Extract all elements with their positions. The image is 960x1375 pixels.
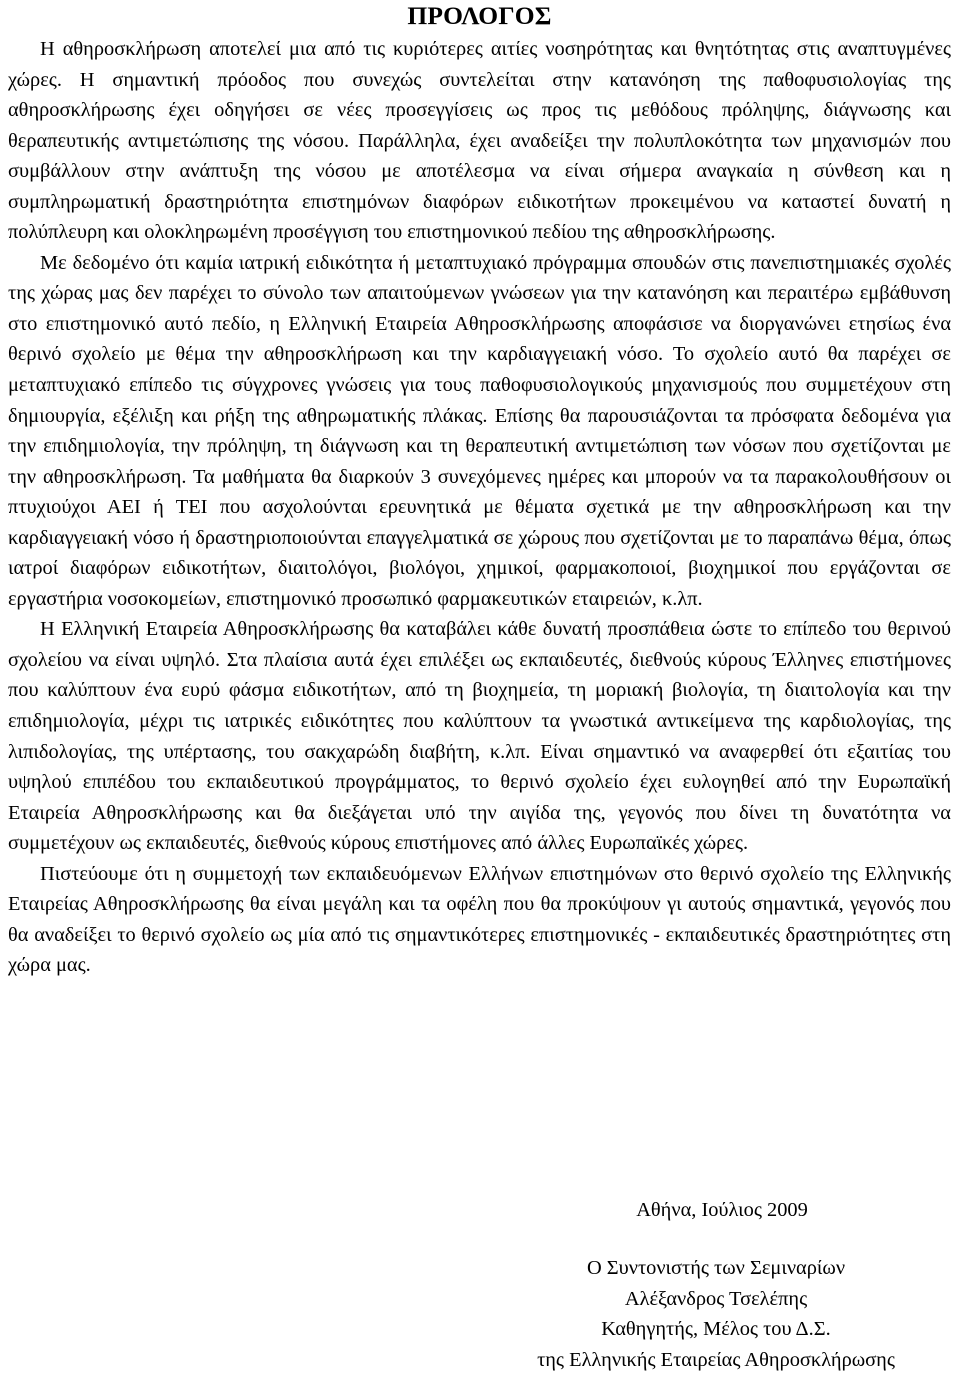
paragraph-3: Η Ελληνική Εταιρεία Αθηροσκλήρωσης θα καταβάλει κάθε δυνατή προσπάθεια ώστε το επίπεδο του θερινού σχολείου να είναι υψηλό. Στα πλαίσια αυτά έχει επιλέξει ως εκπαιδευτές, διεθνούς κύρους Έλληνες επιστήμονες που καλύπτουν ένα ευρύ φάσμα ειδικοτήτων, από τη βιοχημεία, τη μοριακή βιολογία, τη διαιτολογία και την επιδημιολογία, μέχρι τις ιατρικές ειδικότητες που καλύπτουν τα γνωστικά αντικείμενα της καρδιολογίας, της λιπιδολογίας, της υπέρτασης, του σακχαρώδη διαβήτη, κ.λπ. Είναι σημαντικό να αναφερθεί ότι εξαιτίας του υψηλού επιπέδου του εκπαιδευτικού προγράμματος, το θερινό σχολείο έχει ευλογηθεί από την Ευρωπαϊκή Εταιρεία Αθηροσκλήρωσης και θα διεξάγεται υπό την αιγίδα της, γεγονός που δίνει τη δυνατότητα να συμμετέχουν ως εκπαιδευτές, διεθνούς κύρους επιστήμονες από άλλες Ευρωπαϊκές χώρες. <box>8 618 951 855</box>
signature-role: Ο Συντονιστής των Σεμιναρίων <box>586 1257 846 1279</box>
signature-organization: της Ελληνικής Εταιρείας Αθηροσκλήρωσης <box>537 1348 895 1371</box>
document-page <box>8 0 951 981</box>
paragraph-4: Πιστεύουμε ότι η συμμετοχή των εκπαιδευόμενων Ελλήνων επιστημόνων στο θερινό σχολείο της Ελληνικής Εταιρείας Αθηροσκλήρωσης θα είναι μεγάλη και τα οφέλη που θα προκύψουν γι αυτούς σημαντικά, γεγονός που θα αναδείξει το θερινό σχολείο ως μία από τις σημαντικότερες επιστημονικές - εκπαιδευτικές δραστηριότητες στη χώρα μας. <box>8 862 951 977</box>
date-place: Αθήνα, Ιούλιος 2009 <box>636 1199 808 1221</box>
signature-position: Καθηγητής, Μέλος του Δ.Σ. <box>601 1318 831 1340</box>
signature-block <box>486 1253 946 1375</box>
signature-name: Αλέξανδρος Τσελέπης <box>624 1287 808 1310</box>
page-title: ΠΡΟΛΟΓΟΣ <box>407 1 552 30</box>
paragraph-1: Η αθηροσκλήρωση αποτελεί μια από τις κυριότερες αιτίες νοσηρότητας και θνητότητας στις αναπτυγμένες χώρες. Η σημαντική πρόοδος που συνεχώς συντελείται στην κατανόηση της παθοφυσιολογίας της αθηροσκλήρωσης έχει οδηγήσει σε νέες προσεγγίσεις ως προς τις μεθόδους πρόληψης, διάγνωσης και θεραπευτικής αντιμετώπισης της νόσου. Παράλληλα, έχει αναδείξει την πολυπλοκότητα των μηχανισμών που συμβάλλουν στην ανάπτυξη της νόσου με αποτέλεσμα να είναι σήμερα αναγκαία η σύνθεση και η συμπληρωματική δραστηριότητα επιστημόνων διαφόρων ειδικοτήτων προκειμένου να καταστεί δυνατή η πολύπλευρη και ολοκληρωμένη προσέγγιση του επιστημονικού πεδίου της αθηροσκλήρωσης. <box>8 38 951 244</box>
paragraph-2: Με δεδομένο ότι καμία ιατρική ειδικότητα ή μεταπτυχιακό πρόγραμμα σπουδών στις πανεπιστημιακές σχολές της χώρας μας δεν παρέχει το σύνολο των απαιτούμενων γνώσεων για την κατανόηση και περαιτέρω εμβάθυνση στο επιστημονικό αυτό πεδίο, η Ελληνική Εταιρεία Αθηροσκλήρωσης αποφάσισε να διοργανώνει ετησίως ένα θερινό σχολείο με θέμα την αθηροσκλήρωση και την καρδιαγγειακή νόσο. Το σχολείο αυτό θα παρέχει σε μεταπτυχιακό επίπεδο τις σύγχρονες γνώσεις για τους παθοφυσιολογικούς μηχανισμούς που συμμετέχουν στη δημιουργία, εξέλιξη και ρήξη της αθηρωματικής πλάκας. Επίσης θα παρουσιάζονται τα πρόσφατα δεδομένα για την επιδημιολογία, την πρόληψη, τη διάγνωση και τη θεραπευτική αντιμετώπιση των νόσων που σχετίζονται με την αθηροσκλήρωση. Τα μαθήματα θα διαρκούν 3 συνεχόμενες ημέρες και μπορούν να τα παρακολουθήσουν οι πτυχιούχοι ΑΕΙ ή ΤΕΙ που ασχολούνται ερευνητικά με θέματα σχετικά με την αθηροσκλήρωση και την καρδιαγγειακή νόσο ή δραστηριοποιούνται επαγγελματικά σε χώρους που σχετίζονται με το παραπάνω θέμα, όπως ιατροί διαφόρων ειδικοτήτων, διαιτολόγοι, βιολόγοι, χημικοί, φαρμακοποιοί, βιοχημικοί που εργάζονται σε εργαστήρια νοσοκομείων, επιστημονικό προσωπικό φαρμακευτικών εταιρειών, κ.λπ. <box>8 251 951 610</box>
